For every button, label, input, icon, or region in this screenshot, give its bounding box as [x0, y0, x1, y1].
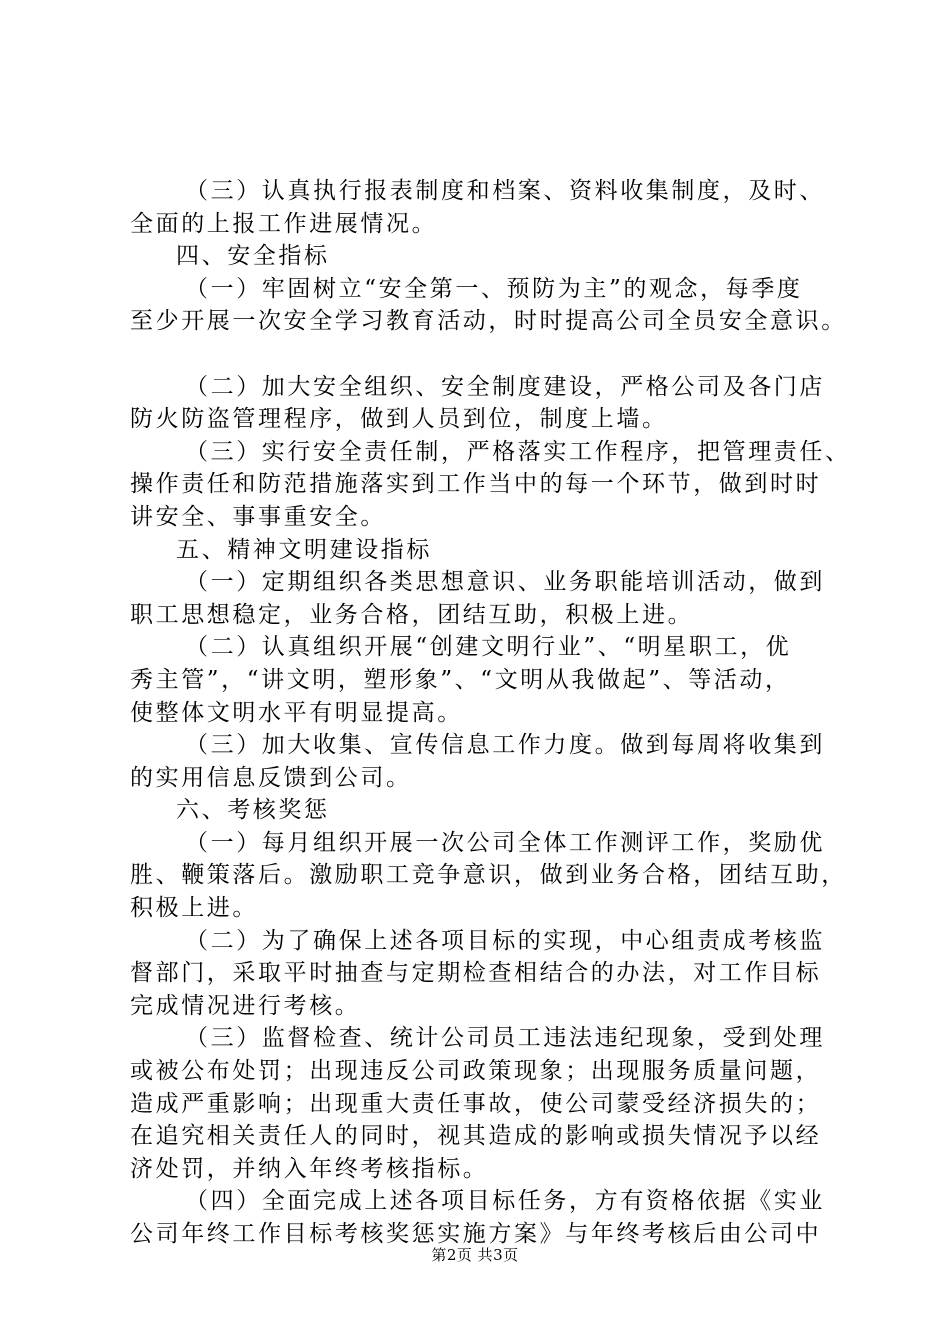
text-line: 造成严重影响；出现重大责任事故，使公司蒙受经济损失的；: [130, 1090, 822, 1117]
text-line: 积极上进。: [130, 895, 258, 922]
text-line: 至少开展一次安全学习教育活动，时时提高公司全员安全意识。: [130, 308, 847, 335]
text-line: 秀主管”，“讲文明，塑形象”、“文明从我做起”、等活动，: [130, 666, 791, 693]
text-line: （四）全面完成上述各项目标任务，方有资格依据《实业: [185, 1188, 825, 1215]
text-line: 胜、鞭策落后。激励职工竞争意识，做到业务合格，团结互助，: [130, 862, 847, 889]
text-line: （三）加大收集、宣传信息工作力度。做到每周将收集到: [185, 732, 825, 759]
text-line: 督部门，采取平时抽查与定期检查相结合的办法，对工作目标: [130, 960, 822, 987]
text-line: （一）每月组织开展一次公司全体工作测评工作，奖励优: [185, 829, 825, 856]
text-line: 六、考核奖惩: [176, 797, 330, 824]
text-line: 的实用信息反馈到公司。: [130, 764, 412, 791]
text-line: 全面的上报工作进展情况。: [130, 210, 438, 237]
text-line: 或被公布处罚；出现违反公司政策现象；出现服务质量问题，: [130, 1058, 822, 1085]
blank-line: [130, 338, 830, 371]
text-line: 在追究相关责任人的同时，视其造成的影响或损失情况予以经: [130, 1123, 822, 1150]
text-line: （二）认真组织开展“创建文明行业”、“明星职工，优: [185, 634, 792, 661]
text-line: 四、安全指标: [176, 243, 330, 270]
text-line: 讲安全、事事重安全。: [130, 503, 386, 530]
text-line: （二）为了确保上述各项目标的实现，中心组责成考核监: [185, 927, 825, 954]
text-line: 济处罚，并纳入年终考核指标。: [130, 1155, 489, 1182]
text-line: 操作责任和防范措施落实到工作当中的每一个环节，做到时时: [130, 471, 822, 498]
text-line: 防火防盗管理程序，做到人员到位，制度上墙。: [130, 406, 668, 433]
text-line: （一）牢固树立“安全第一、预防为主”的观念，每季度: [185, 275, 803, 302]
text-line: （三）认真执行报表制度和档案、资料收集制度，及时、: [185, 178, 825, 204]
document-body: [130, 175, 851, 1251]
text-line: 使整体文明水平有明显提高。: [130, 699, 463, 726]
text-line: 职工思想稳定，业务合格，团结互助，积极上进。: [130, 601, 694, 628]
text-line: （一）定期组织各类思想意识、业务职能培训活动，做到: [185, 569, 825, 596]
text-line: 五、精神文明建设指标: [176, 536, 432, 563]
text-line: （三）监督检查、统计公司员工违法违纪现象，受到处理: [185, 1025, 825, 1052]
page-footer: 第2页 共3页: [431, 1246, 519, 1264]
text-line: （二）加大安全组织、安全制度建设，严格公司及各门店: [185, 373, 825, 400]
text-line: 完成情况进行考核。: [130, 992, 361, 1019]
text-line: （三）实行安全责任制，严格落实工作程序，把管理责任、: [185, 438, 851, 465]
text-line: 公司年终工作目标考核奖惩实施方案》与年终考核后由公司中: [130, 1221, 822, 1247]
